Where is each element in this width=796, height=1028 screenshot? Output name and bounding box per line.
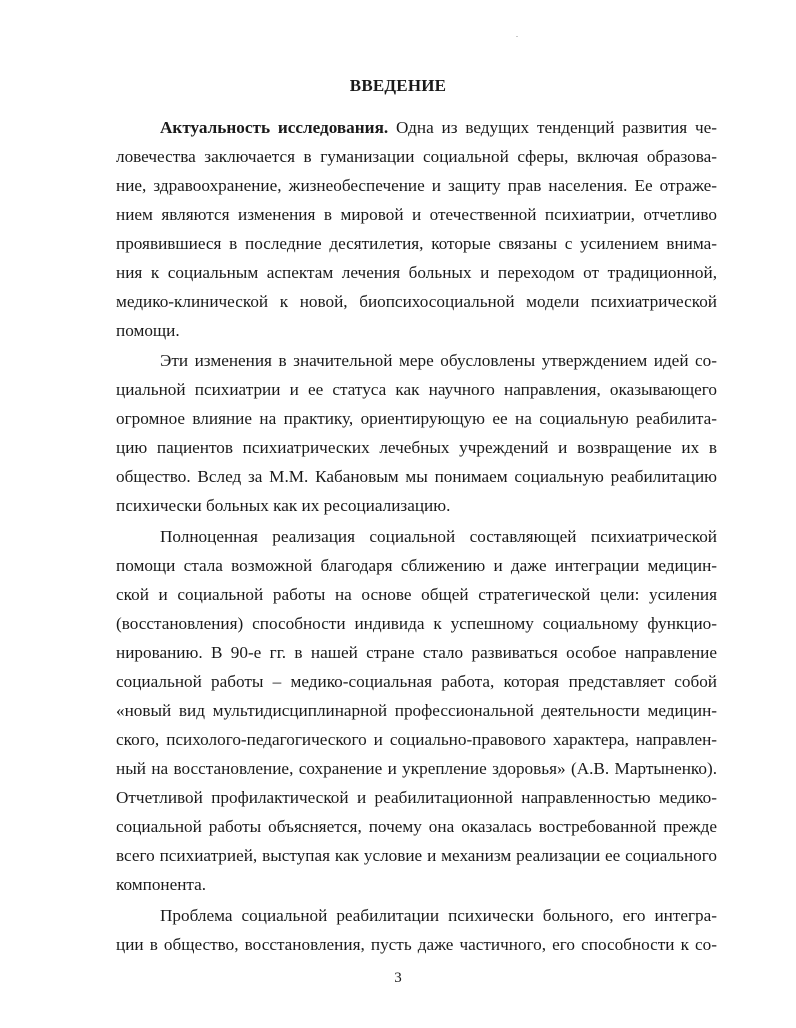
page-number: 3 (394, 970, 402, 986)
text-line: Полноценная реализация социальной составляющей психиатрической (160, 527, 717, 546)
line-text: Одна из ведущих тенденций развития че- (388, 118, 718, 137)
text-line: ние, здравоохранение, жизнеобеспечение и защиту прав населения. Ее отраже- (116, 176, 717, 195)
text-line: ского, психолого-педагогического и социально-правового характера, направлен- (116, 730, 717, 749)
text-line: огромное влияние на практику, ориентирующую ее на социальную реабилита- (116, 409, 717, 428)
text-line: ловечества заключается в гуманизации социальной сферы, включая образова- (116, 147, 717, 166)
text-line: компонента. (116, 875, 207, 894)
text-line: ния к социальным аспектам лечения больных и переходом от традиционной, (116, 263, 717, 282)
text-line: Эти изменения в значительной мере обусловлены утверждением идей со- (160, 351, 717, 370)
text-line: «новый вид мультидисциплинарной профессиональной деятельности медицин- (116, 701, 717, 720)
text-line: психически больных как их ресоциализацию. (116, 496, 451, 515)
text-line: социальной работы объясняется, почему она оказалась востребованной прежде (116, 817, 717, 836)
text-line: ции в общество, восстановления, пусть даже частичного, его способности к со- (116, 935, 717, 954)
text-line: Проблема социальной реабилитации психически больного, его интегра- (160, 906, 717, 925)
text-line: проявившиеся в последние десятилетия, которые связаны с усилением внима- (116, 234, 717, 253)
text-line: помощи. (116, 321, 180, 340)
text-line: медико-клинической к новой, биопсихосоциальной модели психиатрической (116, 292, 717, 311)
text-line: социальной работы – медико-социальная работа, которая представляет собой (116, 672, 717, 691)
text-line (160, 117, 717, 139)
text-line: помощи стала возможной благодаря сближению и даже интеграции медицин- (116, 556, 717, 575)
text-line: нированию. В 90-е гг. в нашей стране стало развиваться особое направление (116, 643, 717, 662)
page-heading: ВВЕДЕНИЕ (349, 76, 447, 95)
text-line: нием являются изменения в мировой и отечественной психиатрии, отчетливо (116, 205, 717, 224)
text-line: общество. Вслед за М.М. Кабановым мы понимаем социальную реабилитацию (116, 467, 717, 486)
text-line: ный на восстановление, сохранение и укрепление здоровья» (А.В. Мартыненко). (116, 759, 717, 778)
text-line: всего психиатрией, выступая как условие и механизм реализации ее социального (116, 846, 717, 865)
text-line: Отчетливой профилактической и реабилитационной направленностью медико- (116, 788, 717, 807)
text-line: (восстановления) способности индивида к успешному социальному функцио- (116, 614, 717, 633)
text-line: цию пациентов психиатрических лечебных учреждений и возвращение их в (116, 438, 717, 457)
lead-phrase: Актуальность исследования. (160, 118, 389, 137)
scan-speck (516, 36, 518, 37)
text-line: ской и социальной работы на основе общей стратегической цели: усиления (116, 585, 717, 604)
text-line: циальной психиатрии и ее статуса как научного направления, оказывающего (116, 380, 717, 399)
